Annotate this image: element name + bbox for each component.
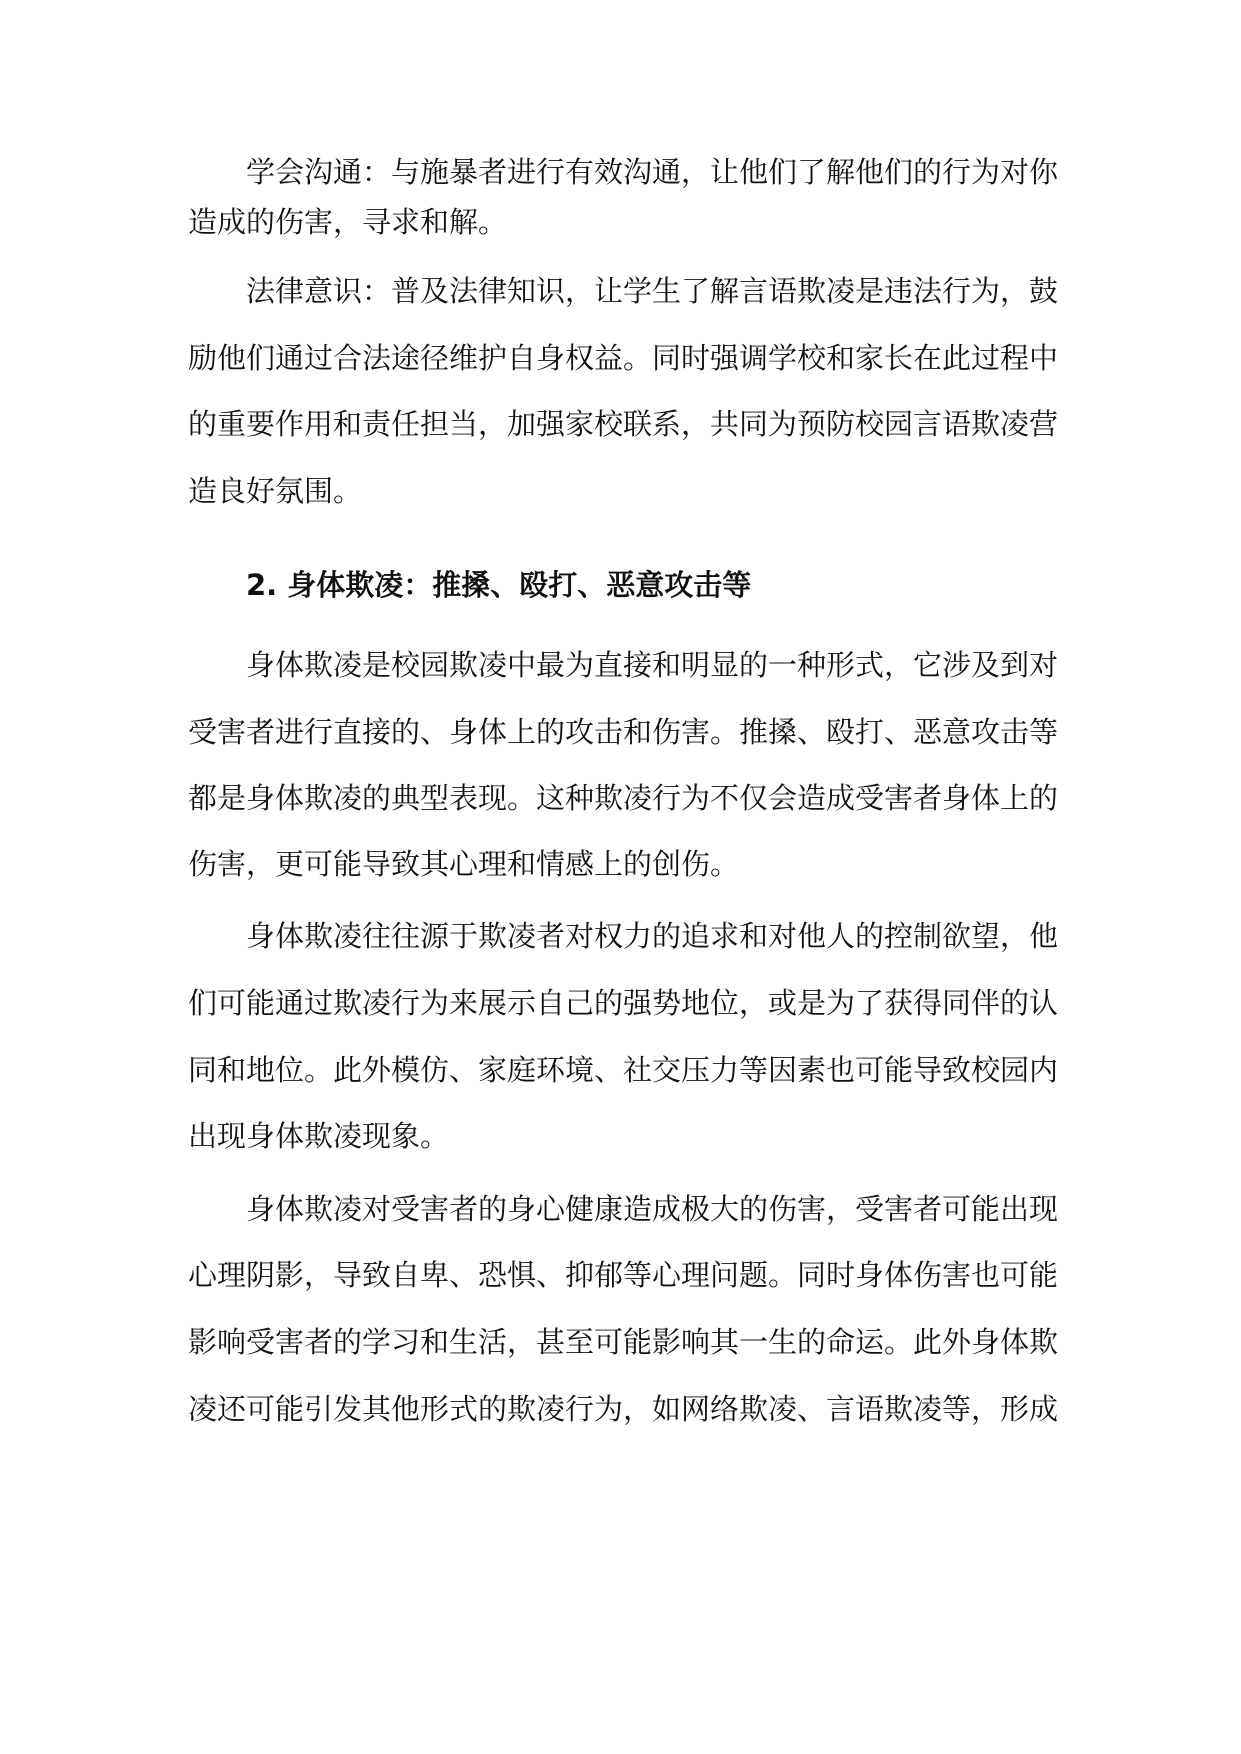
paragraph-2-line-3: 的重要作用和责任担当，加强家校联系，共同为预防校园言语欺凌营 bbox=[188, 407, 1059, 441]
paragraph-1-line-2: 造成的伤害，寻求和解。 bbox=[188, 205, 508, 239]
section-paragraph-1-line-2: 受害者进行直接的、身体上的攻击和伤害。推搡、殴打、恶意攻击等 bbox=[188, 715, 1059, 749]
section-paragraph-3-line-1: 身体欺凌对受害者的身心健康造成极大的伤害，受害者可能出现 bbox=[246, 1192, 1059, 1226]
section-paragraph-3-line-4: 凌还可能引发其他形式的欺凌行为，如网络欺凌、言语欺凌等，形成 bbox=[188, 1392, 1059, 1426]
section-paragraph-1-line-1: 身体欺凌是校园欺凌中最为直接和明显的一种形式，它涉及到对 bbox=[246, 648, 1059, 682]
section-paragraph-1-line-3: 都是身体欺凌的典型表现。这种欺凌行为不仅会造成受害者身体上的 bbox=[188, 781, 1059, 815]
paragraph-2-line-2: 励他们通过合法途径维护自身权益。同时强调学校和家长在此过程中 bbox=[188, 341, 1059, 375]
section-paragraph-1-line-4: 伤害，更可能导致其心理和情感上的创伤。 bbox=[188, 847, 740, 881]
section-paragraph-3-line-2: 心理阴影，导致自卑、恐惧、抑郁等心理问题。同时身体伤害也可能 bbox=[188, 1258, 1059, 1292]
paragraph-2-line-4: 造良好氛围。 bbox=[188, 474, 363, 508]
paragraph-2-line-1: 法律意识：普及法律知识，让学生了解言语欺凌是违法行为，鼓 bbox=[246, 274, 1059, 308]
section-heading: 2. 身体欺凌：推搡、殴打、恶意攻击等 bbox=[246, 568, 752, 602]
section-paragraph-2-line-1: 身体欺凌往往源于欺凌者对权力的追求和对他人的控制欲望，他 bbox=[246, 919, 1059, 953]
section-paragraph-3-line-3: 影响受害者的学习和生活，甚至可能影响其一生的命运。此外身体欺 bbox=[188, 1325, 1059, 1359]
section-paragraph-2-line-3: 同和地位。此外模仿、家庭环境、社交压力等因素也可能导致校园内 bbox=[188, 1053, 1059, 1087]
section-paragraph-2-line-4: 出现身体欺凌现象。 bbox=[188, 1119, 450, 1153]
paragraph-1-line-1: 学会沟通：与施暴者进行有效沟通，让他们了解他们的行为对你 bbox=[246, 155, 1059, 189]
section-paragraph-2-line-2: 们可能通过欺凌行为来展示自己的强势地位，或是为了获得同伴的认 bbox=[188, 986, 1059, 1020]
